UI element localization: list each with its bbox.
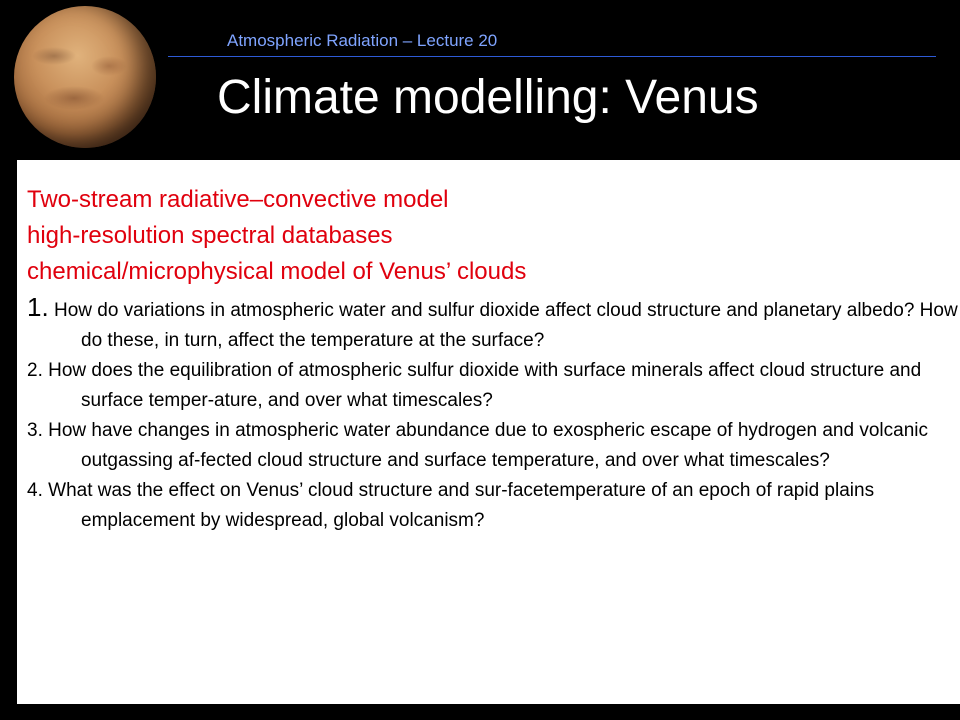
intro-line-clouds: chemical/microphysical model of Venus’ clouds bbox=[27, 258, 527, 285]
question-number: 4. bbox=[27, 480, 43, 501]
slide-body bbox=[27, 182, 960, 536]
question-3 bbox=[27, 416, 960, 476]
question-2 bbox=[27, 356, 960, 416]
question-number: 3. bbox=[27, 420, 43, 441]
question-4 bbox=[27, 476, 960, 536]
mars-planet-image bbox=[14, 6, 156, 148]
question-text: How does the equilibration of atmospheric sulfur dioxide with surface minerals affect cloud structure and surface temper-ature, and over what timescales? bbox=[48, 360, 922, 411]
intro-line-model: Two-stream radiative–convective model bbox=[27, 186, 449, 213]
question-number: 1. bbox=[27, 292, 49, 322]
question-number: 2. bbox=[27, 360, 43, 381]
question-text: How have changes in atmospheric water abundance due to exospheric escape of hydrogen and volcanic outgassing af-fected cloud structure and surface temperature, and over what timescales? bbox=[48, 420, 928, 471]
question-text: What was the effect on Venus’ cloud structure and sur-facetemperature of an epoch of rapid plains emplacement by widespread, global volcanism? bbox=[48, 480, 875, 531]
header-divider bbox=[168, 56, 936, 57]
slide-title: Climate modelling: Venus bbox=[217, 71, 759, 124]
question-text: How do variations in atmospheric water and sulfur dioxide affect cloud structure and planetary albedo? How do these, in turn, affect the temperature at the surface? bbox=[53, 300, 958, 351]
lecture-subtitle: Atmospheric Radiation – Lecture 20 bbox=[227, 31, 498, 50]
intro-line-databases: high-resolution spectral databases bbox=[27, 222, 393, 249]
question-1 bbox=[27, 292, 960, 356]
